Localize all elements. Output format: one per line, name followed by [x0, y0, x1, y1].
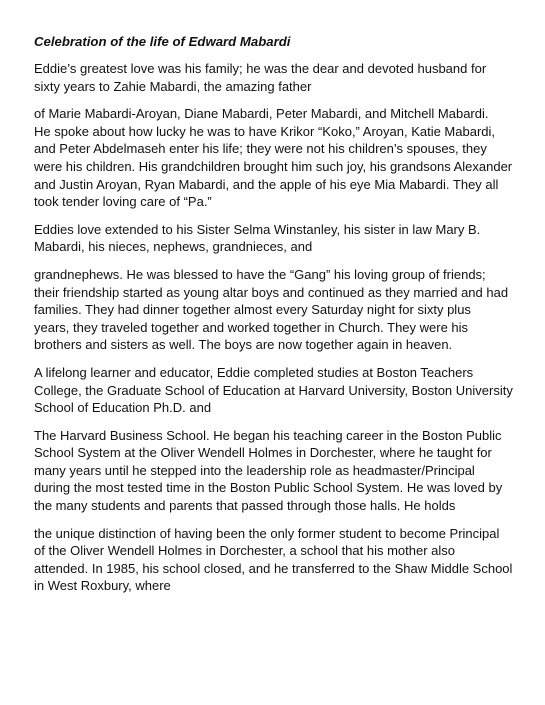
text-line: of Marie Mabardi-Aroyan, Diane Mabardi, Peter Mabardi, and Mitchell Mabardi.: [34, 106, 489, 122]
text-line: grandnephews. He was blessed to have the “Gang” his loving group of friends;: [34, 266, 486, 282]
text-line: and Justin Aroyan, Ryan Mabardi, and the apple of his eye Mia Mabardi. They all: [34, 176, 499, 192]
paragraph-friends: [34, 266, 534, 354]
paragraph-extended-family: [34, 221, 534, 256]
document-page: [34, 33, 534, 605]
text-line: were his children. His grandchildren brought him such joy, his grandsons Alexander: [34, 158, 513, 174]
text-line: Mabardi, his nieces, nephews, grandnieces, and: [34, 239, 313, 255]
text-line: during the most tested time in the Boston Public School System. He was loved by: [34, 480, 503, 496]
text-line: of the Oliver Wendell Holmes in Dorchester, a school that his mother also: [34, 543, 456, 559]
text-line: in West Roxbury, where: [34, 578, 171, 594]
text-line: A lifelong learner and educator, Eddie completed studies at Boston Teachers: [34, 364, 474, 380]
paragraph-principal: [34, 525, 534, 595]
text-line: families. They had dinner together almost every Saturday night for sixty plus: [34, 302, 471, 318]
text-line: took tender loving care of “Pa.”: [34, 194, 212, 210]
text-line: years, they traveled together and worked together in Church. They were his: [34, 319, 469, 335]
paragraph-career: [34, 427, 534, 515]
paragraph-children: [34, 105, 534, 211]
text-line: School of Education Ph.D. and: [34, 400, 212, 416]
text-line: sixty years to Zahie Mabardi, the amazing father: [34, 78, 312, 94]
text-line: School System at the Oliver Wendell Holmes in Dorchester, where he taught for: [34, 445, 492, 461]
text-line: The Harvard Business School. He began his teaching career in the Boston Public: [34, 427, 502, 443]
text-line: their friendship started as young altar boys and continued as they married and had: [34, 284, 509, 300]
text-line: many years until he stepped into the leadership role as headmaster/Principal: [34, 462, 475, 478]
document-title: Celebration of the life of Edward Mabardi: [34, 34, 291, 49]
text-line: Eddie’s greatest love was his family; he was the dear and devoted husband for: [34, 61, 487, 76]
text-line: attended. In 1985, his school closed, and he transferred to the Shaw Middle School: [34, 560, 513, 576]
text-line: and Peter Abdelmaseh enter his life; they were not his children’s spouses, they: [34, 141, 487, 157]
text-line: Eddies love extended to his Sister Selma Winstanley, his sister in law Mary B.: [34, 221, 481, 237]
text-line: brothers and sisters as well. The boys are now together again in heaven.: [34, 337, 453, 353]
text-line: He spoke about how lucky he was to have Krikor “Koko,” Aroyan, Katie Mabardi,: [34, 123, 496, 139]
text-line: the unique distinction of having been the only former student to become Principal: [34, 525, 500, 541]
paragraph-family: [34, 60, 534, 95]
paragraph-education: [34, 364, 534, 417]
text-line: College, the Graduate School of Education at Harvard University, Boston University: [34, 382, 513, 398]
text-line: the many students and parents that passed through those halls. He holds: [34, 498, 456, 514]
